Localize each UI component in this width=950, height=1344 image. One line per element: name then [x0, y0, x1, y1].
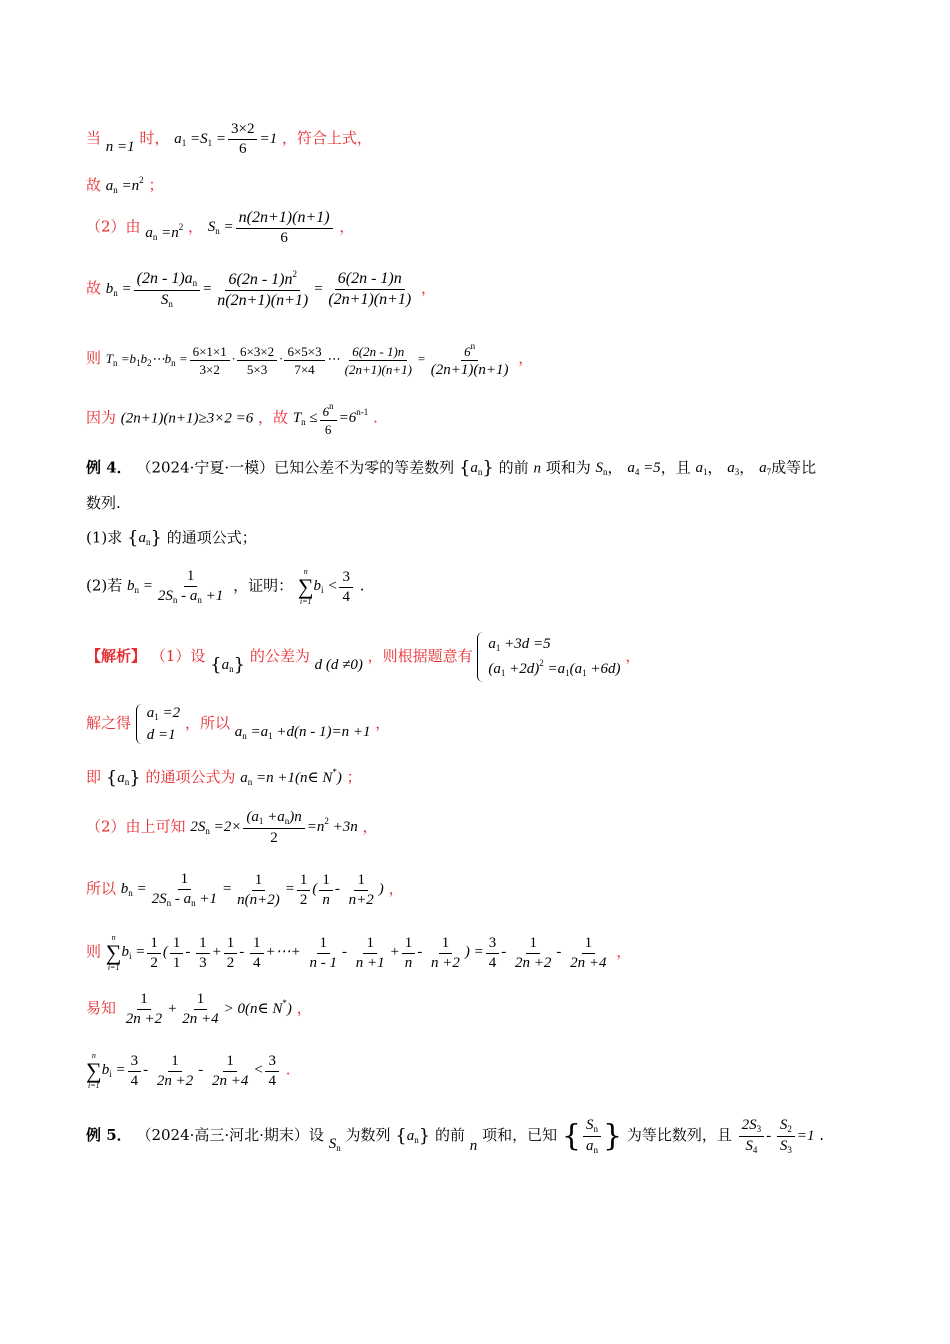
formula-positive: $\frac{1}{2n +2}$ + $\frac{1}{2n +4}$ > 0(n∈ N*) [125, 991, 292, 1027]
solution-solve [86, 704, 890, 744]
text-yizhi: 易知 [86, 998, 117, 1017]
formula-n-eq-1: n =1 [105, 138, 135, 155]
formula-seq-an: $\{a_n\}$ [127, 528, 162, 549]
example4-label: 例 4． [86, 458, 132, 477]
text-xianghe-known: 项和，已知 [482, 1125, 558, 1144]
text-ji: 即 [86, 768, 102, 786]
text-fits: ，符合上式， [281, 128, 372, 147]
text-comma: ， [607, 458, 623, 477]
text-comma: ， [616, 942, 632, 961]
text-weishulie: 为数列 [345, 1125, 391, 1144]
example5-label: 例 5． [86, 1125, 132, 1144]
text-semicolon: ； [346, 768, 362, 786]
formula-seq-an: $\{a_n\}$ [105, 767, 141, 789]
formula-an: $a_n =n^2$ [145, 222, 184, 243]
text-de-qian: 的前 [498, 458, 529, 477]
example4-statement-cont [86, 496, 890, 511]
text-suoyi: 所以 [86, 879, 117, 898]
solution-part1 [86, 632, 890, 682]
text-dang: 当 [86, 128, 102, 147]
text-qie: ，且 [660, 458, 691, 477]
solution-bn-split [86, 872, 890, 908]
formula-tn-bound: $T_n$ ≤ $\frac{6^n}{6}$ $=6^{n-1}$ [292, 401, 369, 437]
text-period: . [373, 408, 378, 427]
text-solve: 解之得 [86, 714, 132, 732]
formula-bn-def: $b_n$ = $\frac{1}{2S_n - a_n +1}$ [127, 568, 224, 605]
text-part1: （1）设 [150, 647, 206, 665]
example4-question1 [86, 530, 890, 548]
formula-bn-partial: $b_n$ = $\frac{1}{2S_n - a_n +1}$ = $\frac{1}{n(n+2)}$ = $\frac{1}{2}$ ( $\frac{1}{n}$ - $\frac{1}{n+2}$ ) [120, 871, 384, 908]
text-period: . [359, 576, 365, 595]
formula-sn-over-an: { $\frac{S_n}{a_n}$ } [561, 1117, 623, 1155]
formula-seq-an: $\{a_n\}$ [458, 458, 494, 479]
formula-a4: $a_4 =5$ [627, 460, 661, 478]
formula-a1: $a_1$ [695, 460, 708, 478]
solution-part2 [86, 810, 890, 846]
text-by-condition: ，则根据题意有 [367, 647, 473, 665]
text-ze: 则 [86, 942, 102, 961]
formula-a1-s1: $a_1 =S_1$ = $\frac{3\times 2}{6}$ =1 [174, 121, 278, 157]
text-q1: (1)求 [86, 528, 123, 547]
text-comma: ， [739, 458, 755, 477]
text-general-formula: 的通项公式为 [145, 768, 236, 786]
text-part2: （2）由上可知 [86, 817, 186, 836]
text-semicolon: ； [148, 176, 164, 194]
text-q2: (2)若 [86, 576, 123, 595]
text-comma: ， [518, 348, 534, 367]
formula-an-general: $a_n =a_1 +d(n - 1)=n +1$ [234, 724, 371, 741]
example5-statement [86, 1118, 890, 1155]
formula-2sn: $2S_n =2\times$ $\frac{(a_1 +a_n)n}{2}$ $=n^2 +3n$ [190, 809, 358, 846]
text-shulie: 数列. [86, 494, 121, 512]
text-comma: ， [388, 879, 404, 898]
example4-statement [86, 460, 890, 478]
formula-d: d (d ≠0) [314, 657, 363, 673]
text-comma: ， [187, 217, 203, 236]
formula-tn-product: $T_n$ $=b_1b_2\cdots b_n$ = $\frac{6\times 1\times 1}{3\times 2}$ · $\frac{6\times 3\times 2}{5\times 3}$ · $\frac{6\times 5\times 3}{7\times 4}$ ⋯ $\frac{6(2n - 1)n}{(2n+1)(n+1)}$ = $\frac{6^n}{(2n+1)(n+1)}$ [105, 341, 509, 378]
solution-final [86, 1052, 890, 1090]
text-ze: 则 [86, 348, 102, 367]
solution-line-n1-case [86, 122, 890, 157]
solution-telescoping-sum [86, 934, 890, 972]
example4-text: （2024·宁夏·一模）已知公差不为零的等差数列 [136, 458, 455, 477]
text-shi: 时， [139, 128, 170, 147]
text-part2-you: （2）由 [86, 217, 141, 236]
solution-line-part2 [86, 210, 890, 246]
formula-n: n [533, 460, 541, 477]
formula-ineq: (2n+1)(n+1)≥3×2 =6 [120, 410, 254, 427]
formula-ratio: $\frac{2S_3}{S_4}$ - $\frac{S_2}{S_3}$ =1 [737, 1128, 815, 1144]
text-period: . [819, 1125, 825, 1144]
solution-line-conclusion-an [86, 176, 890, 195]
formula-telescoping: n ∑ i=1 $b_i$ = $\frac{1}{2}$ ( $\frac{1}{1}$ - $\frac{1}{3}$ + $\frac{1}{2}$ - $\frac{1}{4}$ +⋯+ $\frac{1}{n - 1}$ - $\frac{1}{n +1}$ + $\frac{1}{n}$ - $\frac{1}{n +2}$ ) = $\frac{3}{4}$ - $\frac{1}{2n +2}$ - $\frac{1}{2n +4}$ [105, 933, 607, 972]
formula-sum-bi: n ∑ i=1 $b_i$ < $\frac{3}{4}$ [298, 578, 355, 594]
solution-general-term [86, 768, 890, 788]
formula-sn: $S_n$ = $\frac{n(2n+1)(n+1)}{6}$ [208, 219, 335, 235]
text-prove: ，证明： [233, 576, 294, 595]
formula-seq-an: $\{a_n\}$ [210, 654, 246, 676]
solution-heading: 【解析】 [86, 647, 147, 665]
text-gu: 故 [86, 176, 102, 194]
solution-positive [86, 992, 890, 1027]
example4-question2 [86, 568, 890, 606]
formula-system: $a_1 +3d =5$ $(a_1 +2d)^2 =a_1(a_1 +6d)$ [488, 635, 621, 678]
text-comma: ， [625, 647, 641, 665]
solution-line-inequality [86, 402, 890, 436]
text-yinwei: 因为 [86, 408, 117, 427]
example5-text: （2024·高三·河北·期末）设 [136, 1125, 324, 1144]
formula-final: n ∑ i=1 $b_i$ = $\frac{3}{4}$ - $\frac{1}{2n +2}$ - $\frac{1}{2n +4}$ < $\frac{3}{4}$ [86, 1062, 281, 1078]
formula-sn: $S_n$ [328, 1135, 341, 1153]
text-comma: ， [707, 458, 723, 477]
text-gongcha: 的公差为 [249, 647, 310, 665]
formula-bn: $b_n$ = $\frac{(2n - 1)a_n}{S_n}$ = $\frac{6(2n - 1)n^2}{n(2n+1)(n+1)}$ = $\frac{6(2n - 1)n}{(2n+1)(n+1)}$ [105, 269, 412, 309]
formula-sn: $S_n$ [595, 460, 608, 478]
formula-an-n1: $a_n =n$ +1(n∈ N*) [240, 767, 342, 787]
text-period: . [285, 1060, 291, 1079]
solution-line-tn [86, 342, 890, 378]
formula-seq-an: $\{a_n\}$ [395, 1125, 431, 1147]
text-xianghe: 项和为 [545, 458, 591, 477]
text-comma: ， [362, 817, 378, 836]
text-suoyi: ，所以 [184, 714, 230, 732]
text-gu: ，故 [258, 408, 289, 427]
text-comma: ， [339, 217, 355, 236]
text-geometric: 成等比 [771, 458, 817, 477]
formula-solution: $a_1 =2$ d =1 [146, 704, 181, 743]
text-de-qian: 的前 [434, 1125, 465, 1144]
formula-a3: $a_3$ [727, 460, 740, 478]
text-q1-rest: 的通项公式； [166, 528, 257, 547]
text-comma: ， [421, 278, 437, 297]
formula-an-n2: $a_n =n^2$ [105, 175, 144, 195]
text-comma: ， [296, 998, 312, 1017]
solution-line-bn [86, 270, 890, 309]
formula-n: n [469, 1137, 478, 1154]
formula-a7: $a_7$ [759, 460, 772, 478]
text-comma: ， [375, 714, 391, 732]
text-geometric-and: 为等比数列，且 [626, 1125, 732, 1144]
text-gu: 故 [86, 278, 102, 297]
